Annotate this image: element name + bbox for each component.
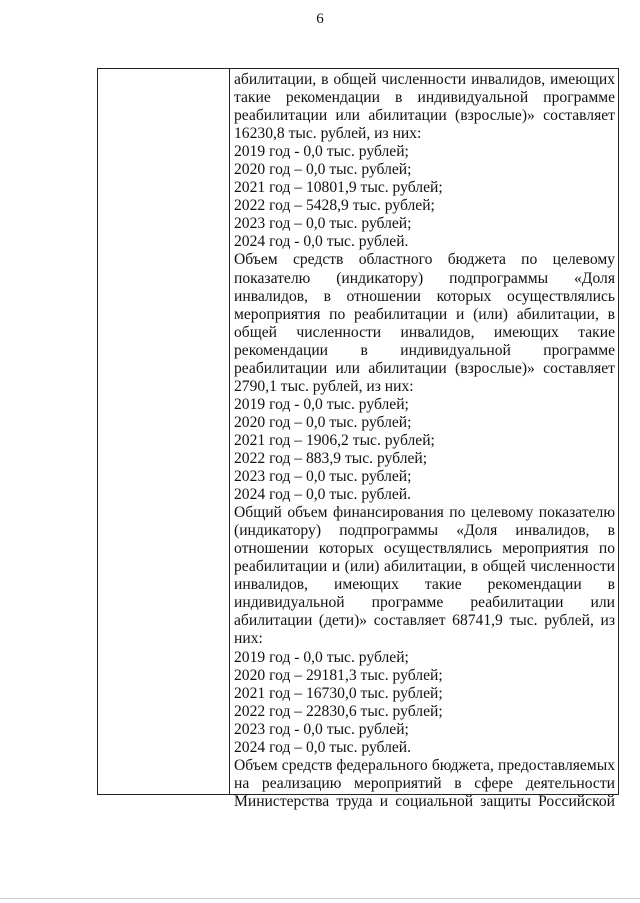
text-line: реабилитации или абилитации (взрослые)» составляет — [234, 359, 615, 377]
text-line: общей численности инвалидов, имеющих такие — [234, 323, 615, 341]
page-number: 6 — [316, 11, 324, 27]
text-line: отношении которых осуществлялись мероприятия по — [234, 540, 615, 558]
text-line: рекомендации в индивидуальной программе — [234, 341, 615, 359]
text-line: (индикатору) подпрограммы «Доля инвалидов, в — [234, 522, 615, 540]
text-line: реабилитации и (или) абилитации, в общей численности — [234, 558, 615, 576]
text-line: Объем средств областного бюджета по целевому — [234, 251, 615, 269]
text-line: 2021 год – 1906,2 тыс. рублей; — [234, 431, 435, 449]
text-line: Министерства труда и социальной защиты Российской — [234, 792, 615, 810]
text-line: индивидуальной программе реабилитации или — [234, 594, 615, 612]
text-line: них: — [234, 630, 263, 648]
text-line: Общий объем финансирования по целевому показателю — [234, 504, 615, 522]
text-line: 2021 год – 10801,9 тыс. рублей; — [234, 179, 443, 197]
text-line: 2020 год – 29181,3 тыс. рублей; — [234, 666, 443, 684]
text-line: 2019 год - 0,0 тыс. рублей; — [234, 648, 409, 666]
text-line: 16230,8 тыс. рублей, из них: — [234, 125, 422, 143]
text-line: 2790,1 тыс. рублей, из них: — [234, 377, 414, 395]
text-line: 2020 год – 0,0 тыс. рублей; — [234, 161, 412, 179]
text-line: Объем средств федерального бюджета, предоставляемых — [234, 756, 615, 774]
text-line: 2022 год – 5428,9 тыс. рублей; — [234, 197, 435, 215]
text-line: 2019 год - 0,0 тыс. рублей; — [234, 395, 409, 413]
text-line: инвалидов, в отношении которых осуществлялись — [234, 287, 615, 305]
text-line: абилитации, в общей численности инвалидов, имеющих — [234, 71, 615, 88]
text-line: 2020 год – 0,0 тыс. рублей; — [234, 413, 412, 431]
text-line: 2023 год – 0,0 тыс. рублей; — [234, 468, 412, 486]
text-line: 2022 год – 22830,6 тыс. рублей; — [234, 702, 443, 720]
column-divider — [229, 69, 230, 794]
text-line: мероприятия по реабилитации и (или) абилитации, в — [234, 305, 615, 323]
text-line: 2022 год – 883,9 тыс. рублей; — [234, 449, 428, 467]
text-line: абилитации (дети)» составляет 68741,9 тыс. рублей, из — [234, 612, 615, 630]
table-left-cell — [98, 69, 229, 794]
text-line: 2023 год - 0,0 тыс. рублей; — [234, 720, 409, 738]
text-line: 2024 год – 0,0 тыс. рублей. — [234, 738, 412, 756]
text-line: 2019 год - 0,0 тыс. рублей; — [234, 143, 409, 161]
content-table — [97, 68, 619, 810]
text-line: показателю (индикатору) подпрограммы «Доля — [234, 269, 615, 287]
table-right-cell — [234, 71, 615, 811]
text-line: реабилитации или абилитации (взрослые)» составляет — [234, 107, 615, 125]
page-bottom-edge — [0, 898, 640, 899]
text-line: 2024 год – 0,0 тыс. рублей. — [234, 486, 412, 504]
text-line: инвалидов, имеющих такие рекомендации в — [234, 576, 615, 594]
text-line: на реализацию мероприятий в сфере деятельности — [234, 774, 615, 792]
text-line: такие рекомендации в индивидуальной программе — [234, 89, 615, 107]
text-line: 2023 год – 0,0 тыс. рублей; — [234, 215, 412, 233]
text-line: 2021 год – 16730,0 тыс. рублей; — [234, 684, 443, 702]
text-line: 2024 год - 0,0 тыс. рублей. — [234, 233, 409, 251]
